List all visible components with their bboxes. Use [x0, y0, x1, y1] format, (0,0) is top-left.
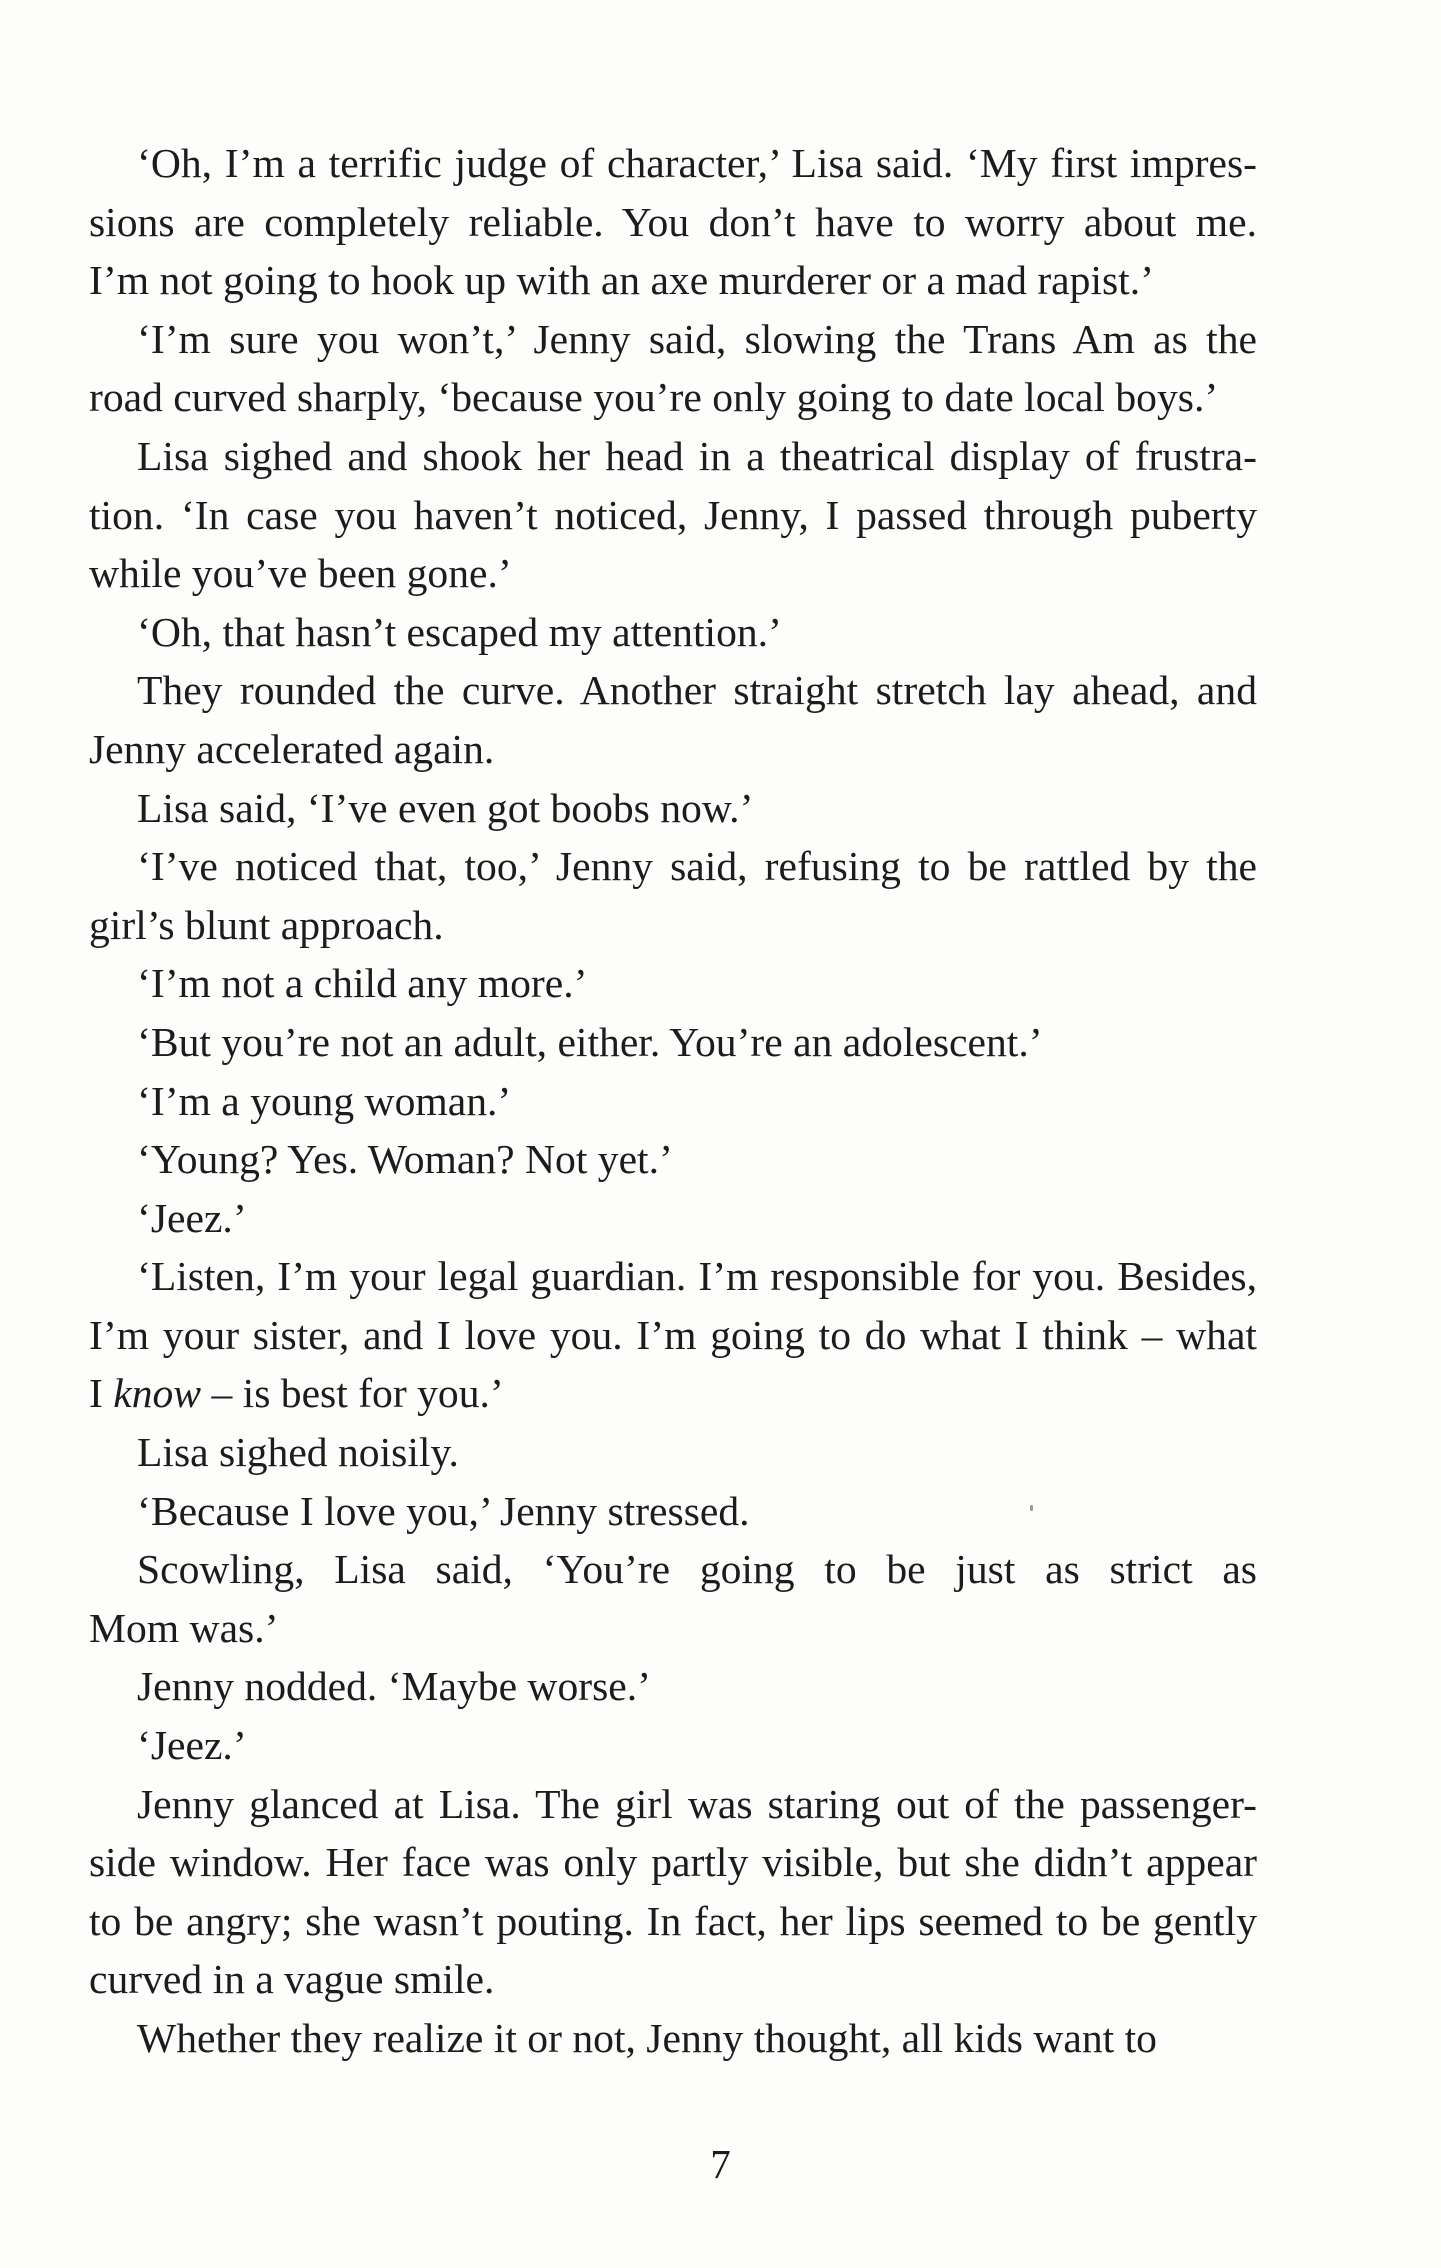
paragraph: [89, 954, 1257, 1013]
text-line: girl’s blunt approach.: [89, 901, 444, 948]
text-line: Mom was.’: [89, 1604, 279, 1651]
paragraph: [89, 1013, 1257, 1072]
text-line: ‘Jeez.’: [137, 1722, 247, 1769]
text-line: I’m your sister, and I love you. I’m going to do what I think – what: [89, 1311, 1257, 1358]
page-number: 7: [710, 2141, 731, 2187]
text-line: tion. ‘In case you haven’t noticed, Jenny, I passed through puberty: [89, 491, 1257, 538]
text-line: Lisa sighed and shook her head in a theatrical display of frustra-: [137, 432, 1257, 479]
text-line: They rounded the curve. Another straight stretch lay ahead, and: [137, 667, 1257, 714]
text-line: ‘Young? Yes. Woman? Not yet.’: [137, 1136, 673, 1183]
text-line: curved in a vague smile.: [89, 1956, 495, 2003]
text-line: sions are completely reliable. You don’t have to worry about me.: [89, 198, 1257, 245]
body-text: [89, 134, 1257, 2068]
paragraph: [89, 1189, 1257, 1248]
paragraph: [89, 1540, 1257, 1657]
paragraph: [89, 134, 1257, 310]
text-line: ‘But you’re not an adult, either. You’re an adolescent.’: [137, 1018, 1043, 1065]
paragraph: [89, 1716, 1257, 1775]
paragraph: [89, 1423, 1257, 1482]
text-line: ‘I’ve noticed that, too,’ Jenny said, refusing to be rattled by the: [137, 843, 1257, 890]
paragraph: [89, 1072, 1257, 1131]
text-line: ‘Jeez.’: [137, 1194, 247, 1241]
text-line: ‘Oh, that hasn’t escaped my attention.’: [137, 608, 782, 655]
text-line: Scowling, Lisa said, ‘You’re going to be just as strict as: [137, 1546, 1257, 1593]
text-line: Jenny glanced at Lisa. The girl was staring out of the passenger-: [137, 1780, 1257, 1827]
paragraph: [89, 661, 1257, 778]
text-line: ‘Listen, I’m your legal guardian. I’m responsible for you. Besides,: [137, 1253, 1257, 1300]
paragraph: [89, 1657, 1257, 1716]
paragraph: [89, 1247, 1257, 1423]
paragraph: [89, 1130, 1257, 1189]
text-line: ‘I’m a young woman.’: [137, 1077, 512, 1124]
emphasis: know: [113, 1370, 202, 1417]
paragraph: [89, 1482, 1257, 1541]
paragraph: [89, 2009, 1257, 2068]
paragraph: [89, 837, 1257, 954]
text-line: Whether they realize it or not, Jenny thought, all kids want to: [137, 2015, 1157, 2061]
print-speck: [1030, 1505, 1033, 1511]
text-line: Jenny accelerated again.: [89, 725, 495, 772]
text-line: ‘Oh, I’m a terrific judge of character,’ Lisa said. ‘My first impres-: [137, 140, 1257, 186]
text-line: Jenny nodded. ‘Maybe worse.’: [137, 1663, 652, 1710]
text-line: Lisa sighed noisily.: [137, 1429, 459, 1476]
paragraph: [89, 779, 1257, 838]
text-line: side window. Her face was only partly visible, but she didn’t appear: [89, 1839, 1257, 1886]
text-line: ‘Because I love you,’ Jenny stressed.: [137, 1487, 750, 1534]
text-line: I know – is best for you.’: [89, 1370, 504, 1417]
text-line: road curved sharply, ‘because you’re only going to date local boys.’: [89, 374, 1219, 421]
text-line: Lisa said, ‘I’ve even got boobs now.’: [137, 784, 754, 831]
paragraph: [89, 1775, 1257, 2009]
text-line: to be angry; she wasn’t pouting. In fact, her lips seemed to be gently: [89, 1897, 1257, 1944]
paragraph: [89, 603, 1257, 662]
text-line: I’m not going to hook up with an axe murderer or a mad rapist.’: [89, 257, 1154, 304]
text-line: ‘I’m sure you won’t,’ Jenny said, slowing the Trans Am as the: [137, 315, 1257, 362]
paragraph: [89, 310, 1257, 427]
paragraph: [89, 427, 1257, 603]
text-line: ‘I’m not a child any more.’: [137, 960, 588, 1007]
text-line: while you’ve been gone.’: [89, 550, 512, 597]
